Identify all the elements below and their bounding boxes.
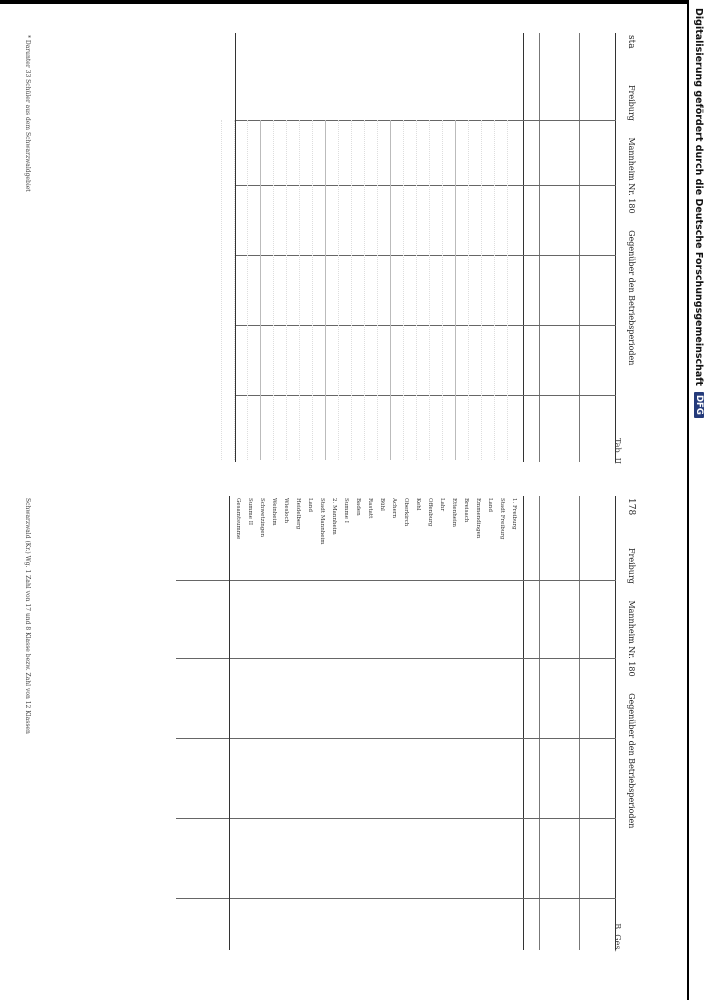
title-part: Gegenüber den Betriebsperioden (627, 230, 636, 366)
table-rule (523, 496, 524, 950)
column-line (176, 580, 616, 581)
footnote: Schwarzwald (Kr.) Wg. 1 Zahl von 17 und 8 Klasse bezw. Zahl von 12 Klassen (24, 498, 31, 734)
table-row (429, 120, 442, 460)
table-row (494, 120, 507, 460)
table-row (325, 120, 338, 460)
row-label: Bühl (379, 498, 385, 511)
row-label: Baden (355, 498, 361, 516)
page-upper (20, 25, 640, 470)
table-row (221, 120, 234, 460)
table-rule (229, 496, 230, 950)
table-row (299, 120, 312, 460)
table-row (468, 120, 481, 460)
table-row (403, 120, 416, 460)
row-label: Stadt Mannheim (319, 498, 325, 545)
footnote: * Darunter 33 Schüler aus dem Schwarzwaldgebiet (24, 35, 31, 192)
title-part: Mannheim Nr. 180 (627, 137, 636, 214)
row-label: 2. Mannheim (331, 498, 337, 535)
corner-label: Tab. II (613, 437, 622, 464)
page-title (622, 548, 636, 998)
table-row (455, 120, 468, 460)
table-row (247, 120, 260, 460)
table-row (273, 120, 286, 460)
column-line (176, 658, 616, 659)
scan-edge (0, 0, 687, 4)
row-label: Achern (391, 498, 397, 519)
row-label: Stadt Freiburg (499, 498, 505, 540)
table-row (338, 120, 351, 460)
page-number: 178 (626, 498, 636, 516)
title-part: Freiburg (627, 548, 636, 584)
table-rule (579, 33, 580, 462)
table-rule (615, 33, 616, 462)
table-row (481, 120, 494, 460)
table-rule (539, 496, 540, 950)
row-label: Gesamtsumme (235, 498, 241, 540)
title-part: Gegenüber den Betriebsperioden (627, 693, 636, 829)
table-row (390, 120, 403, 460)
title-part: Mannheim Nr. 180 (627, 600, 636, 677)
column-line (176, 738, 616, 739)
row-label: Lahr (439, 498, 445, 512)
title-part: Freiburg (627, 85, 636, 121)
row-label: Ettenheim (451, 498, 457, 528)
row-label: Offenburg (427, 498, 433, 527)
table-row (364, 120, 377, 460)
row-label: Summe II (247, 498, 253, 526)
table-rule (523, 33, 524, 462)
page-title (622, 85, 636, 535)
row-label: Heidelberg (295, 498, 301, 530)
dfg-banner (693, 8, 705, 992)
row-label: Summe I (343, 498, 349, 523)
table-row (260, 120, 273, 460)
table-row (234, 120, 247, 460)
banner-text: Digitalisierung gefördert durch die Deutsche Forschungsgemeinschaft (693, 8, 705, 386)
table-row (286, 120, 299, 460)
row-label: Oberkirch (403, 498, 409, 527)
table-rule (579, 496, 580, 950)
row-label: Wiesloch (283, 498, 289, 524)
row-label: Emmendingen (475, 498, 481, 539)
row-label: 1. Freiburg (511, 498, 517, 530)
row-label: Rastatt (367, 498, 373, 519)
row-labels (232, 498, 520, 578)
row-label: Land (487, 498, 493, 512)
row-label: Land (307, 498, 313, 512)
column-line (176, 818, 616, 819)
table-body (221, 120, 520, 460)
row-label: Weinheim (271, 498, 277, 526)
page-number: sta (626, 35, 636, 49)
table-row (351, 120, 364, 460)
table-rule (539, 33, 540, 462)
table-rule (615, 496, 616, 950)
table-row (377, 120, 390, 460)
table-row (312, 120, 325, 460)
table-row (507, 120, 520, 460)
dfg-logo-icon: DFG (694, 392, 704, 418)
row-label: Schwetzingen (259, 498, 265, 538)
table-row (416, 120, 429, 460)
row-label: Breisach (463, 498, 469, 523)
row-label: Kehl (415, 498, 421, 511)
corner-label: B. Ges. (613, 923, 622, 952)
table-row (442, 120, 455, 460)
column-line (176, 898, 616, 899)
page-lower (20, 488, 640, 958)
